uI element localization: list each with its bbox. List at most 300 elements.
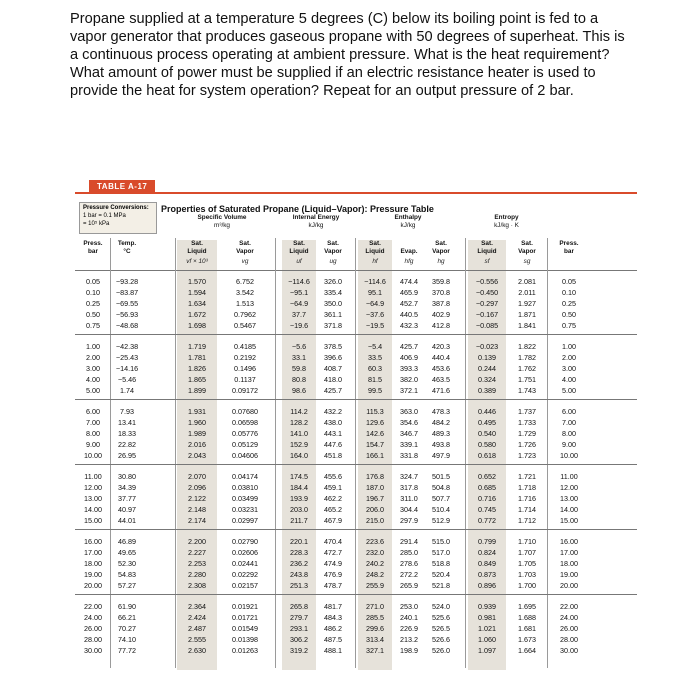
table-cell: 319.2 [290,646,308,655]
table-cell: 0.03231 [232,505,258,514]
table-cell: 11.00 [560,472,578,481]
table-cell: 1.712 [518,516,536,525]
table-cell: 1.871 [518,310,536,319]
table-cell: 520.4 [432,570,450,579]
table-cell: −93.28 [115,277,139,286]
table-cell: 2.043 [188,451,206,460]
table-cell: 408.7 [324,364,342,373]
table-cell: 425.7 [324,386,342,395]
table-cell: 33.5 [368,353,382,362]
table-cell: 0.324 [478,375,496,384]
table-cell: 497.9 [432,451,450,460]
table-cell: 223.6 [366,537,384,546]
table-cell: 18.33 [118,429,136,438]
table-cell: 478.7 [324,581,342,590]
table-cell: 228.3 [290,548,308,557]
table-cell: 0.05 [86,277,100,286]
table-cell: 59.8 [292,364,306,373]
table-cell: 24.00 [560,613,578,622]
table-cell: 271.0 [366,602,384,611]
table-cell: 2.555 [188,635,206,644]
table-cell: 486.2 [324,624,342,633]
table-cell: 26.95 [118,451,136,460]
table-cell: 248.2 [366,570,384,579]
table-cell: 278.6 [400,559,418,568]
group-header-units: m³/kg [214,222,230,229]
table-cell: 2.174 [188,516,206,525]
table-cell: 3.00 [86,364,100,373]
table-cell: 2.424 [188,613,206,622]
table-cell: 420.3 [432,342,450,351]
table-cell: 15.00 [560,516,578,525]
table-cell: 8.00 [562,429,576,438]
table-cell: 0.745 [478,505,496,514]
table-cell: 6.752 [236,277,254,286]
table-cell: 61.90 [118,602,136,611]
column-symbol: hf [372,258,378,265]
column-header: Sat. Vapor [432,240,450,255]
table-cell: 77.72 [118,646,136,655]
table-cell: 0.896 [478,581,496,590]
table-cell: 285.0 [400,548,418,557]
table-cell: 226.9 [400,624,418,633]
table-cell: 2.148 [188,505,206,514]
table-cell: 1.751 [518,375,536,384]
table-cell: 0.139 [478,353,496,362]
table-cell: 33.1 [292,353,306,362]
table-cell: 0.01263 [232,646,258,655]
table-cell: 443.1 [324,429,342,438]
column-symbol: vf × 10³ [186,258,208,265]
table-cell: 220.1 [290,537,308,546]
block-rule [75,529,637,530]
table-cell: 1.865 [188,375,206,384]
table-cell: 265.8 [290,602,308,611]
table-cell: 487.5 [324,635,342,644]
table-cell: 213.2 [400,635,418,644]
table-cell: 16.00 [84,537,102,546]
table-cell: 0.716 [478,494,496,503]
table-cell: 470.4 [324,537,342,546]
table-cell: 12.00 [560,483,578,492]
table-cell: 1.931 [188,407,206,416]
table-cell: 451.8 [324,451,342,460]
table-cell: 10.00 [84,451,102,460]
column-divider [465,238,466,668]
table-cell: 317.8 [400,483,418,492]
table-cell: 0.939 [478,602,496,611]
table-cell: 0.580 [478,440,496,449]
table-cell: 488.1 [324,646,342,655]
table-cell: 22.00 [560,602,578,611]
table-cell: 518.8 [432,559,450,568]
column-header: Press. bar [83,240,103,255]
table-cell: 1.726 [518,440,536,449]
table-cell: 0.5467 [234,321,256,330]
table-cell: −56.93 [115,310,139,319]
table-cell: 142.6 [366,429,384,438]
table-cell: 3.00 [562,364,576,373]
group-header-title: Enthalpy [394,214,422,221]
table-cell: 49.65 [118,548,136,557]
table-cell: 74.10 [118,635,136,644]
table-cell: 95.1 [368,288,382,297]
table-cell: 14.00 [84,505,102,514]
table-cell: 9.00 [562,440,576,449]
table-cell: 402.9 [432,310,450,319]
table-cell: 1.733 [518,418,536,427]
table-cell: 232.0 [366,548,384,557]
conversion-line-1: 1 bar = 0.1 MPa [83,213,126,219]
table-cell: 13.41 [118,418,136,427]
table-cell: 493.8 [432,440,450,449]
table-cell: 236.2 [290,559,308,568]
table-cell: 474.9 [324,559,342,568]
table-cell: −37.6 [365,310,385,319]
table-cell: 393.3 [400,364,418,373]
table-cell: −42.38 [115,342,139,351]
table-cell: 2.364 [188,602,206,611]
table-cell: 1.718 [518,483,536,492]
table-cell: 0.75 [86,321,100,330]
table-cell: 99.5 [368,386,382,395]
table-cell: 28.00 [84,635,102,644]
table-cell: 2.280 [188,570,206,579]
table-cell: 0.849 [478,559,496,568]
table-cell: 1.688 [518,613,536,622]
table-cell: 1.060 [478,635,496,644]
table-cell: 2.011 [518,288,536,297]
table-cell: 5.00 [562,386,576,395]
table-cell: 455.6 [324,472,342,481]
table-cell: 11.00 [84,472,102,481]
table-cell: 463.5 [432,375,450,384]
table-cell: 472.7 [324,548,342,557]
table-cell: 17.00 [560,548,578,557]
table-cell: 203.0 [290,505,308,514]
table-cell: 459.1 [324,483,342,492]
table-cell: 0.873 [478,570,496,579]
table-cell: 0.652 [478,472,496,481]
table-cell: 0.01549 [232,624,258,633]
table-cell: −48.68 [115,321,139,330]
conversion-line-2: = 10⁵ kPa [83,221,110,227]
table-cell: 141.0 [290,429,308,438]
table-cell: 1.841 [518,321,536,330]
table-cell: 20.00 [84,581,102,590]
table-cell: 525.6 [432,613,450,622]
problem-statement: Propane supplied at a temperature 5 degrees (C) below its boiling point is fed to a vapor generator that produces gaseous propane with 50 degrees of superheat. This is a continuous process operating at ambient pressure. What is the heat requirement? What amount of power must be supplied if an electric resistance heater is used to provide the heat for system operation? Repeat for an output pressure of 2 bar. [70,11,625,99]
table-cell: 1.00 [86,342,100,351]
table-cell: 30.00 [560,646,578,655]
table-cell: −0.297 [475,299,499,308]
table-cell: 30.80 [118,472,136,481]
table-cell: 452.7 [400,299,418,308]
table-cell: 1.762 [518,364,536,373]
table-cell: 425.7 [400,342,418,351]
column-header: Sat. Vapor [324,240,342,255]
table-cell: 40.97 [118,505,136,514]
table-cell: 0.981 [478,613,496,622]
table-cell: 60.3 [368,364,382,373]
table-cell: 4.00 [562,375,576,384]
table-cell: 438.0 [324,418,342,427]
table-cell: 1.695 [518,602,536,611]
table-cell: 440.4 [432,353,450,362]
table-cell: 0.2192 [234,353,256,362]
table-cell: 154.7 [366,440,384,449]
table-cell: 1.826 [188,364,206,373]
table-cell: 465.9 [400,288,418,297]
column-header: Sat. Liquid [365,240,385,255]
table-cell: 1.681 [518,624,536,633]
table-cell: 52.30 [118,559,136,568]
column-divider [355,238,356,668]
table-cell: 34.39 [118,483,136,492]
table-cell: 70.27 [118,624,136,633]
table-cell: 346.7 [400,429,418,438]
table-cell: 19.00 [560,570,578,579]
table-cell: 15.00 [84,516,102,525]
table-cell: 378.5 [324,342,342,351]
table-cell: 279.7 [290,613,308,622]
table-cell: 465.2 [324,505,342,514]
column-symbol: sf [484,258,490,265]
table-cell: 0.244 [478,364,496,373]
table-cell: 1.00 [562,342,576,351]
table-cell: 359.8 [432,277,450,286]
block-rule [75,594,637,595]
table-cell: 0.389 [478,386,496,395]
table-cell: 37.7 [292,310,306,319]
table-cell: −83.87 [115,288,139,297]
table-cell: 484.2 [432,418,450,427]
table-cell: 66.21 [118,613,136,622]
table-cell: 412.8 [432,321,450,330]
table-cell: 206.0 [366,505,384,514]
table-cell: 515.0 [432,537,450,546]
table-cell: 0.618 [478,451,496,460]
table-cell: 0.01921 [232,602,258,611]
table-cell: 12.00 [84,483,102,492]
table-cell: 6.00 [562,407,576,416]
table-cell: 176.8 [366,472,384,481]
table-cell: −5.6 [291,342,307,351]
table-cell: 211.7 [290,516,308,525]
table-cell: 1.594 [188,288,206,297]
table-cell: 44.01 [118,516,136,525]
table-cell: 240.1 [400,613,418,622]
table-cell: 13.00 [560,494,578,503]
table-cell: 0.75 [562,321,576,330]
header-rule [75,270,637,271]
table-cell: 37.77 [118,494,136,503]
table-cell: 193.9 [290,494,308,503]
table-cell: 5.00 [86,386,100,395]
table-cell: 0.7962 [234,310,256,319]
table-cell: 2.081 [518,277,536,286]
table-cell: 1.737 [518,407,536,416]
table-cell: −5.46 [117,375,137,384]
table-cell: 240.2 [366,559,384,568]
table-cell: 478.3 [432,407,450,416]
column-header: Sat. Liquid [289,240,309,255]
table-cell: 471.6 [432,386,450,395]
table-cell: 0.02997 [232,516,258,525]
table-cell: −14.16 [115,364,139,373]
column-header: Evap. [400,248,418,255]
table-cell: 1.989 [188,429,206,438]
table-cell: −0.450 [475,288,499,297]
table-cell: 114.2 [290,407,308,416]
table-cell: 1.822 [518,342,536,351]
table-cell: 129.6 [366,418,384,427]
table-cell: 1.716 [518,494,536,503]
table-cell: 447.6 [324,440,342,449]
table-cell: 504.8 [432,483,450,492]
table-cell: 306.2 [290,635,308,644]
table-cell: 327.1 [366,646,384,655]
table-cell: 0.03810 [232,483,258,492]
table-cell: 462.2 [324,494,342,503]
table-cell: 46.89 [118,537,136,546]
table-cell: 80.8 [292,375,306,384]
table-cell: 0.772 [478,516,496,525]
table-cell: 1.714 [518,505,536,514]
table-cell: 6.00 [86,407,100,416]
table-cell: 0.10 [86,288,100,297]
table-cell: 526.5 [432,624,450,633]
table-cell: −114.6 [364,277,386,286]
table-cell: 453.6 [432,364,450,373]
table-cell: 0.05776 [232,429,258,438]
table-cell: 324.7 [400,472,418,481]
table-cell: 1.927 [518,299,536,308]
table-cell: 326.0 [324,277,342,286]
table-cell: 1.710 [518,537,536,546]
table-cell: −5.4 [367,342,383,351]
table-cell: 0.02157 [232,581,258,590]
table-cell: 1.721 [518,472,536,481]
table-cell: 370.8 [432,288,450,297]
table-cell: 1.729 [518,429,536,438]
table-cell: 0.04174 [232,472,258,481]
table-cell: 14.00 [560,505,578,514]
table-cell: 0.03499 [232,494,258,503]
table-cell: 196.7 [366,494,384,503]
table-cell: −19.6 [289,321,309,330]
table-cell: 22.00 [84,602,102,611]
table-cell: 1.672 [188,310,206,319]
table-cell: 2.253 [188,559,206,568]
table-cell: 164.0 [290,451,308,460]
table-cell: −0.556 [475,277,499,286]
table-cell: 4.00 [86,375,100,384]
table-cell: 2.308 [188,581,206,590]
table-cell: 1.634 [188,299,206,308]
table-cell: 20.00 [560,581,578,590]
table-cell: 128.2 [290,418,308,427]
pressure-conversions-box [79,202,157,234]
table-cell: 0.10 [562,288,576,297]
table-cell: 13.00 [84,494,102,503]
table-cell: 2.630 [188,646,206,655]
column-divider [175,238,176,668]
table-cell: 1.513 [236,299,254,308]
table-cell: 198.9 [400,646,418,655]
table-cell: 98.6 [292,386,306,395]
conversions-title: Pressure Conversions: [83,205,149,211]
table-cell: 1.664 [518,646,536,655]
table-cell: 2.070 [188,472,206,481]
table-cell: 8.00 [86,429,100,438]
table-title: Properties of Saturated Propane (Liquid–Vapor): Pressure Table [161,204,434,214]
table-cell: −69.55 [115,299,139,308]
column-divider [547,238,548,668]
column-symbol: hfg [404,258,414,265]
table-cell: 481.7 [324,602,342,611]
table-cell: 243.8 [290,570,308,579]
table-cell: 57.27 [118,581,136,590]
table-cell: 1.570 [188,277,206,286]
table-cell: 0.540 [478,429,496,438]
table-cell: 526.6 [432,635,450,644]
table-cell: 0.1496 [234,364,256,373]
table-cell: 30.00 [84,646,102,655]
table-cell: 115.3 [366,407,384,416]
table-cell: 0.05 [562,277,576,286]
table-cell: 54.83 [118,570,136,579]
table-cell: 0.25 [86,299,100,308]
column-header: Sat. Vapor [236,240,254,255]
table-cell: 24.00 [84,613,102,622]
table-cell: 0.824 [478,548,496,557]
table-cell: 1.705 [518,559,536,568]
table-cell: 0.50 [562,310,576,319]
table-cell: 2.00 [562,353,576,362]
table-cell: 363.0 [400,407,418,416]
table-cell: 350.0 [324,299,342,308]
table-cell: 406.9 [400,353,418,362]
table-cell: 335.4 [324,288,342,297]
table-cell: 440.5 [400,310,418,319]
column-symbol: ug [329,258,337,265]
table-cell: 26.00 [84,624,102,633]
table-cell: −0.085 [475,321,499,330]
table-cell: 311.0 [400,494,418,503]
table-cell: 0.01398 [232,635,258,644]
table-cell: 0.685 [478,483,496,492]
table-cell: 291.4 [400,537,418,546]
table-cell: 7.00 [562,418,576,427]
table-cell: 1.698 [188,321,206,330]
table-cell: 1.74 [120,386,134,395]
table-cell: 474.4 [400,277,418,286]
table-cell: 253.0 [400,602,418,611]
table-cell: −0.167 [475,310,499,319]
table-cell: 361.1 [324,310,342,319]
table-cell: 18.00 [84,559,102,568]
column-symbol: vg [241,258,249,265]
table-cell: 215.0 [366,516,384,525]
table-cell: 432.2 [324,407,342,416]
table-cell: 152.9 [290,440,308,449]
column-header: Press. bar [559,240,579,255]
table-cell: 484.3 [324,613,342,622]
table-cell: −64.9 [289,299,309,308]
group-header-title: Entropy [494,214,519,221]
group-header-units: kJ/kg · K [494,222,519,229]
